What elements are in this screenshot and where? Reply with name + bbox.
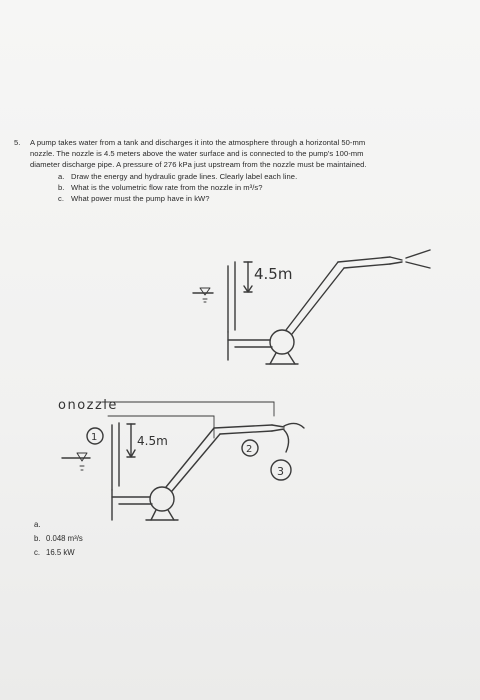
- pump-circle: [150, 487, 174, 511]
- discharge-pipe: [286, 262, 338, 330]
- problem-line: A pump takes water from a tank and discharges it into the atmosphere through a horizontal 50-mm: [30, 138, 366, 147]
- discharge-pipe: [172, 434, 220, 491]
- top-sketch: [193, 250, 430, 364]
- pump-leg: [288, 353, 295, 364]
- problem-line: nozzle. The nozzle is 4.5 meters above the water surface and is connected to the pump's 100-mm: [30, 149, 364, 159]
- nozzle: [272, 429, 284, 431]
- point-2-label: 2: [246, 444, 253, 455]
- answer-b: [34, 532, 83, 546]
- pump-circle: [270, 330, 294, 354]
- nozzle: [390, 257, 402, 260]
- problem-line: diameter discharge pipe. A pressure of 276 kPa just upstream from the nozzle must be maintained.: [30, 160, 367, 170]
- part-label: b.: [58, 182, 65, 192]
- horizontal-pipe: [344, 264, 390, 268]
- horizontal-pipe: [214, 425, 272, 428]
- problem-number: 5.: [14, 138, 21, 147]
- part-text: What power must the pump have in kW?: [71, 194, 210, 204]
- answer-c: [34, 546, 83, 560]
- jet-line: [406, 250, 430, 258]
- answer-text: 0.048 m³/s: [46, 534, 83, 543]
- part-text: Draw the energy and hydraulic grade lines. Clearly label each line.: [71, 171, 298, 181]
- nozzle-label: onozzle: [58, 398, 118, 413]
- part-label: c.: [58, 194, 65, 204]
- pump-leg: [151, 510, 156, 520]
- part-label: a.: [58, 171, 65, 181]
- discharge-pipe: [292, 268, 344, 334]
- answer-label: c.: [34, 548, 41, 557]
- answer-label: b.: [34, 534, 41, 543]
- pump-leg: [168, 510, 174, 520]
- top-height-label: 4.5m: [254, 265, 293, 283]
- part-text: What is the volumetric flow rate from the nozzle in m³/s?: [71, 182, 263, 192]
- nozzle: [390, 262, 402, 264]
- answer-label: a.: [34, 520, 41, 529]
- point-1-label: 1: [91, 432, 98, 443]
- bottom-height-label: 4.5m: [137, 434, 168, 448]
- answer-text: 16.5 kW: [46, 548, 75, 557]
- jet-line: [406, 262, 430, 268]
- horizontal-pipe: [338, 257, 390, 262]
- point-3-label: 3: [277, 465, 284, 478]
- pump-leg: [270, 353, 276, 364]
- water-surface-triangle: [200, 288, 210, 295]
- water-surface-triangle: [77, 453, 87, 461]
- answers-block: [34, 518, 83, 560]
- answer-a: [34, 518, 83, 532]
- jet-line: [284, 423, 304, 428]
- horizontal-pipe: [220, 431, 272, 434]
- jet-line: [284, 430, 289, 452]
- bottom-sketch: [62, 402, 304, 520]
- nozzle: [272, 425, 284, 427]
- discharge-pipe: [166, 428, 214, 487]
